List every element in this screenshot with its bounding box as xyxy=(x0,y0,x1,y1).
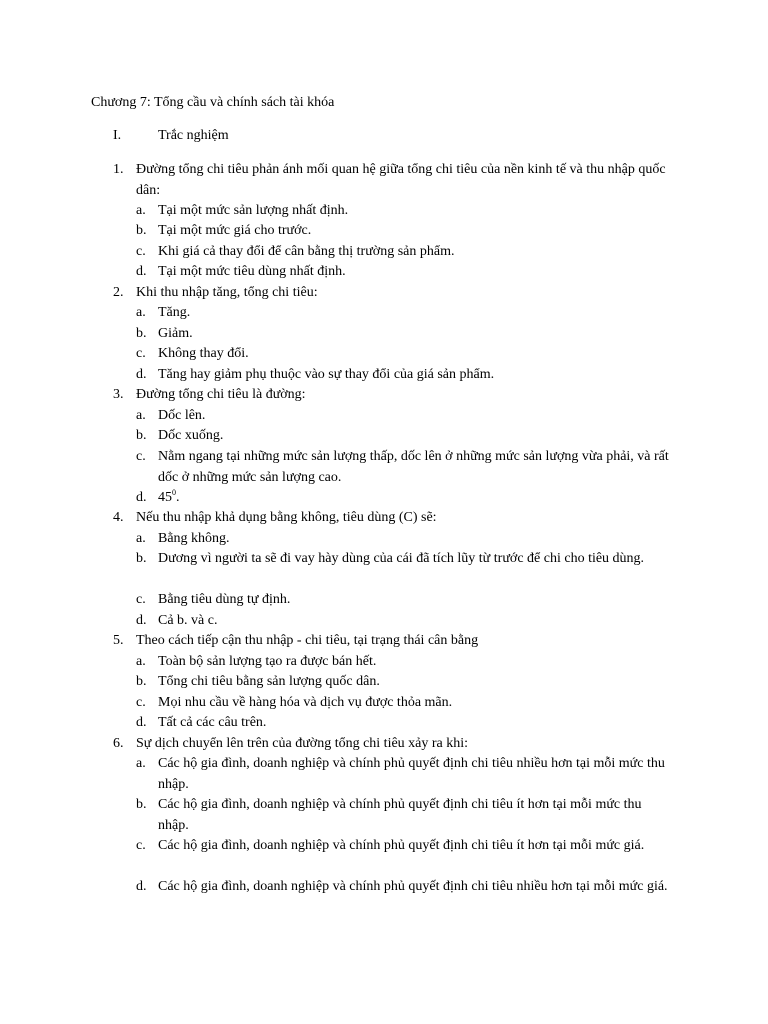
question-number: 5. xyxy=(113,633,124,648)
option-text: Không thay đổi. xyxy=(158,346,249,361)
question-text: Đường tổng chi tiêu là đường: xyxy=(136,387,306,402)
option-label: a. xyxy=(136,531,146,546)
option-label: c. xyxy=(136,449,146,464)
option-suffix: . xyxy=(176,490,180,505)
option-text: Mọi nhu cầu về hàng hóa và dịch vụ được thỏa mãn. xyxy=(158,695,453,710)
option-text: Tất cả các câu trên. xyxy=(158,715,267,730)
option-text: Tại một mức giá cho trước. xyxy=(158,223,312,238)
option-label: c. xyxy=(136,695,146,710)
option-label: d. xyxy=(136,490,147,505)
option-text: Các hộ gia đình, doanh nghiệp và chính phủ quyết định chi tiêu ít hơn tại mỗi mức thu nhập. xyxy=(158,797,642,833)
question-text: Khi thu nhập tăng, tổng chi tiêu: xyxy=(136,285,318,300)
option-text: Dốc xuống. xyxy=(158,428,224,443)
question-text: Đường tổng chi tiêu phản ánh mối quan hệ giữa tổng chi tiêu của nền kinh tế và thu nhập quốc dân: xyxy=(136,162,666,198)
option-label: c. xyxy=(136,244,146,259)
section-title: Trắc nghiệm xyxy=(158,128,229,143)
option-label: c. xyxy=(136,838,146,853)
option-text: Dốc lên. xyxy=(158,408,206,423)
option-label: b. xyxy=(136,797,147,812)
question-text: Sự dịch chuyển lên trên của đường tổng chi tiêu xảy ra khi: xyxy=(136,736,469,751)
question-text: Nếu thu nhập khả dụng bằng không, tiêu dùng (C) sẽ: xyxy=(136,510,437,525)
option-label: d. xyxy=(136,715,147,730)
option-label: d. xyxy=(136,264,147,279)
option-label: b. xyxy=(136,674,147,689)
option-label: a. xyxy=(136,305,146,320)
option-label: b. xyxy=(136,428,147,443)
option-label: b. xyxy=(136,326,147,341)
question-text: Theo cách tiếp cận thu nhập - chi tiêu, tại trạng thái cân bằng xyxy=(136,633,479,648)
question-number: 2. xyxy=(113,285,124,300)
option-text: Tăng. xyxy=(158,305,191,320)
option-text xyxy=(158,488,684,509)
option-label: d. xyxy=(136,367,147,382)
option-text: Dương vì người ta sẽ đi vay hày dùng của cái đã tích lũy từ trước để chi cho tiêu dùng. xyxy=(158,551,645,566)
option-text: Bằng tiêu dùng tự định. xyxy=(158,592,291,607)
option-label: a. xyxy=(136,756,146,771)
question-number: 3. xyxy=(113,387,124,402)
question-number: 1. xyxy=(113,162,124,177)
option-label: a. xyxy=(136,203,146,218)
question-number: 6. xyxy=(113,736,124,751)
chapter-title: Chương 7: Tổng cầu và chính sách tài khóa xyxy=(91,95,335,110)
section-number: I. xyxy=(113,128,122,143)
option-label: c. xyxy=(136,592,146,607)
option-label: b. xyxy=(136,223,147,238)
option-text: Các hộ gia đình, doanh nghiệp và chính phủ quyết định chi tiêu nhiều hơn tại mỗi mức giá. xyxy=(158,879,668,894)
question-number: 4. xyxy=(113,510,124,525)
option-text: Tại một mức tiêu dùng nhất định. xyxy=(158,264,346,279)
option-text: Khi giá cả thay đổi để cân bằng thị trường sản phẩm. xyxy=(158,244,455,259)
degree-superscript: 0 xyxy=(172,488,176,497)
option-text: Giảm. xyxy=(158,326,193,341)
option-text: Các hộ gia đình, doanh nghiệp và chính phủ quyết định chi tiêu nhiều hơn tại mỗi mức thu nhập. xyxy=(158,756,665,792)
option-text: Các hộ gia đình, doanh nghiệp và chính phủ quyết định chi tiêu ít hơn tại mỗi mức giá. xyxy=(158,838,645,853)
option-text: Nằm ngang tại những mức sản lượng thấp, dốc lên ở những mức sản lượng vừa phải, và rất dốc ở những mức sản lượng cao. xyxy=(158,449,669,485)
option-label: d. xyxy=(136,879,147,894)
option-text: Tăng hay giảm phụ thuộc vào sự thay đổi của giá sản phẩm. xyxy=(158,367,495,382)
option-text: Tại một mức sản lượng nhất định. xyxy=(158,203,349,218)
option-label: b. xyxy=(136,551,147,566)
option-label: a. xyxy=(136,654,146,669)
option-label: d. xyxy=(136,613,147,628)
option-text: Cả b. và c. xyxy=(158,613,218,628)
option-text: Tổng chi tiêu bằng sản lượng quốc dân. xyxy=(158,674,380,689)
option-label: a. xyxy=(136,408,146,423)
option-label: c. xyxy=(136,346,146,361)
option-text: Toàn bộ sản lượng tạo ra được bán hết. xyxy=(158,654,377,669)
option-text: Bằng không. xyxy=(158,531,230,546)
option-value: 45 xyxy=(158,490,172,505)
